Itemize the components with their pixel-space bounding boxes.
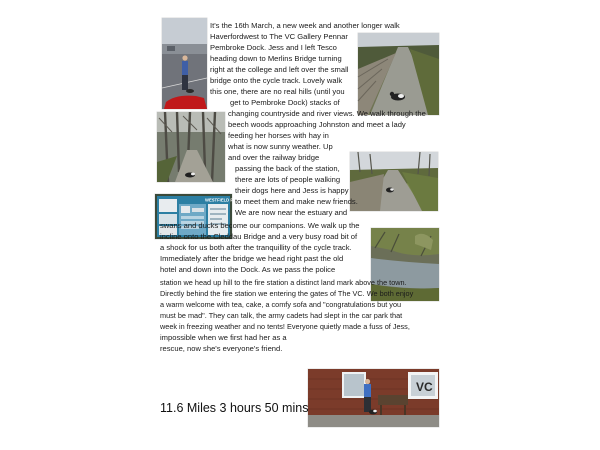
- photo-vc-gallery-image: [308, 369, 439, 427]
- story-line: right at the college and left over the small: [210, 65, 349, 74]
- photo-beech-woods: [157, 112, 225, 182]
- story-line: feeding her horses with hay in: [228, 131, 329, 140]
- story-line: their dogs here and Jess is happy: [235, 186, 349, 195]
- photo-tesco-car-park: [162, 18, 207, 109]
- photo-stone-wall-path: [358, 33, 439, 115]
- story-line: passing the back of the station,: [235, 164, 340, 173]
- story-line: a shock for us both after the tranquillity of the cycle track.: [160, 243, 352, 252]
- walk-summary: 11.6 Miles 3 hours 50 mins: [160, 401, 309, 415]
- story-line: It's the 16th March, a new week and another longer walk: [210, 21, 400, 30]
- story-line: and over the railway bridge: [228, 153, 320, 162]
- story-line: heading down to Merlins Bridge turning: [210, 54, 342, 63]
- story-line: Haverfordwest to The VC Gallery Pennar: [210, 32, 348, 41]
- story-line: this one, there are no real hills (until you: [210, 87, 345, 96]
- story-line: Immediately after the bridge we head right past the old: [160, 254, 344, 263]
- story-line: rescue, now she's everyone's friend.: [160, 344, 283, 353]
- photo-hedge-path: [350, 152, 438, 211]
- story-line: incline onto the Cleddau Bridge and a very busy road bit of: [160, 232, 358, 241]
- photo-hedge-path-image: [350, 152, 438, 211]
- photo-vc-gallery: [308, 369, 439, 427]
- photo-beech-woods-image: [157, 112, 225, 182]
- vc-window-letters: VC: [416, 380, 433, 394]
- story-line: there are lots of people walking: [235, 175, 341, 184]
- story-line: Directly behind the fire station we entering the gates of The VC. We both enjoy: [160, 289, 414, 298]
- story-line: We are now near the estuary and: [235, 208, 348, 217]
- story-line: station we head up hill to the fire station a distinct land mark above the town.: [160, 278, 407, 287]
- story-line: Pembroke Dock. Jess and I left Tesco: [210, 43, 337, 52]
- photo-tesco-car-park-image: [162, 18, 207, 109]
- story-line: swans and ducks become our companions. We walk up the: [160, 221, 360, 230]
- story-line: week in freezing weather and no tents! Everyone quietly made a fuss of Jess,: [160, 322, 410, 331]
- story-line: what is now sunny weather. Up: [228, 142, 333, 151]
- story-line: must be mad". They can talk, the army cadets had slept in the car park that: [160, 311, 403, 320]
- sign-title: WESTFIELD PILL: [205, 197, 240, 203]
- story-line: a warm welcome with tea, cake, a comfy sofa and "congratulations but you: [160, 300, 402, 309]
- story-line: to meet them and make new friends.: [235, 197, 358, 206]
- story-line: beech woods approaching Johnston and meet a lady: [228, 120, 406, 129]
- story-line: hotel and down into the Dock. As we pass the police: [160, 265, 336, 274]
- story-line: get to Pembroke Dock) stacks of: [230, 98, 340, 107]
- story-line: changing countryside and river views. We walk through the: [228, 109, 426, 118]
- photo-stone-wall-path-image: [358, 33, 439, 115]
- story-line: bridge onto the cycle track. Lovely walk: [210, 76, 343, 85]
- story-line: impossible when we first had her as a: [160, 333, 287, 342]
